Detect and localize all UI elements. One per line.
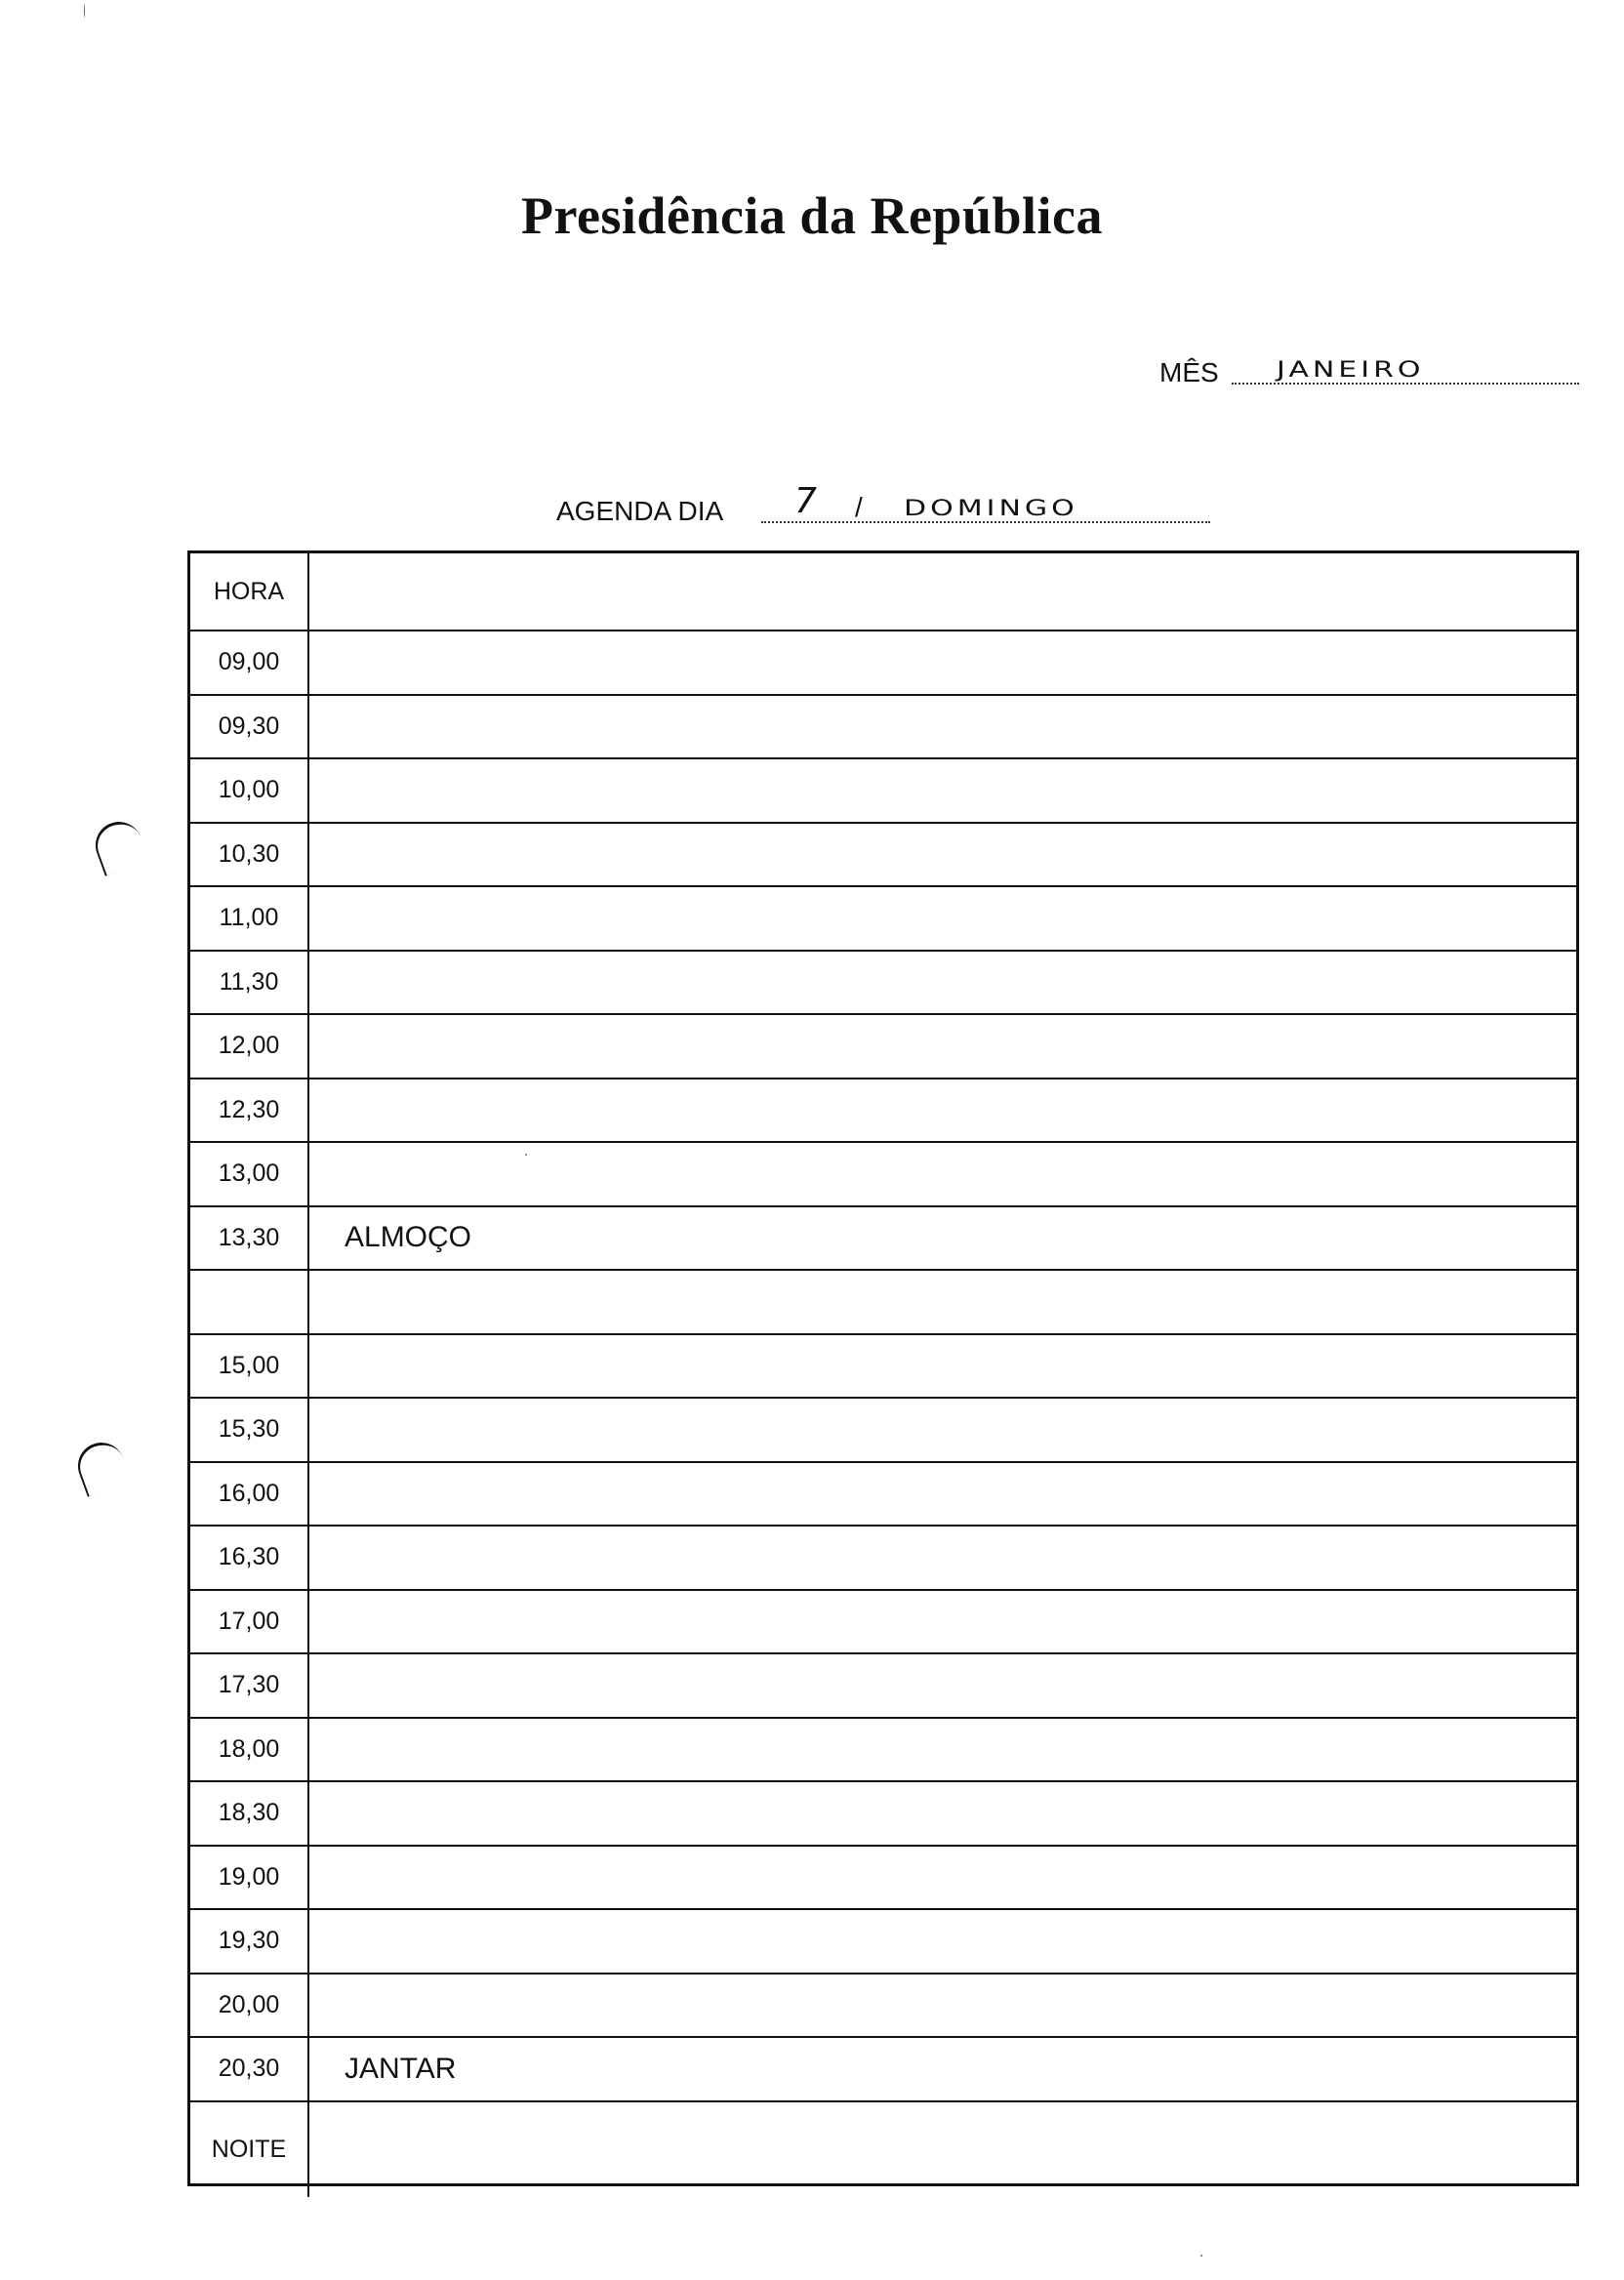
entry-cell [309,553,1576,630]
schedule-row [190,1015,1576,1079]
schedule-row [190,1782,1576,1847]
entry-cell [309,1143,1576,1205]
hour-cell: 11,00 [190,887,309,950]
schedule-row [190,1847,1576,1911]
scan-speck [1200,2255,1202,2257]
schedule-row [190,1654,1576,1719]
hour-cell: 19,00 [190,1847,309,1909]
entry-cell [309,1719,1576,1781]
hour-cell: 20,00 [190,1975,309,2037]
schedule-row [190,1335,1576,1400]
entry-cell [309,952,1576,1014]
hour-cell: 18,00 [190,1719,309,1781]
schedule-row [190,887,1576,952]
schedule-row [190,952,1576,1016]
schedule-row [190,1591,1576,1655]
hour-cell: 17,30 [190,1654,309,1717]
page-title: Presidência da República [520,186,1104,245]
schedule-row [190,1399,1576,1463]
hour-cell [190,1271,309,1333]
agenda-weekday: DOMINGO [904,495,1078,521]
month-field [1159,347,1579,394]
agenda-day-number: 7 [794,481,817,521]
entry-cell: JANTAR [345,2052,457,2085]
schedule-row [190,1910,1576,1975]
schedule-row [190,1207,1576,1272]
entry-cell [309,1910,1576,1973]
hour-cell: 16,30 [190,1527,309,1589]
schedule-row [190,2102,1576,2197]
entry-cell [309,1591,1576,1653]
hour-cell: 12,30 [190,1079,309,1142]
hour-cell: 11,30 [190,952,309,1014]
hour-cell: 15,00 [190,1335,309,1398]
entry-cell [309,631,1576,694]
entry-cell: ALMOÇO [345,1221,472,1254]
schedule-row [190,1719,1576,1783]
entry-cell [309,1527,1576,1589]
hour-cell: 17,00 [190,1591,309,1653]
entry-cell [309,1399,1576,1461]
schedule-table [187,550,1579,2186]
hour-cell: 15,30 [190,1399,309,1461]
scan-speck [525,1154,527,1156]
entry-cell [309,1079,1576,1142]
hour-cell: 13,00 [190,1143,309,1205]
entry-cell [309,2102,1576,2197]
entry-cell [309,759,1576,822]
schedule-row [190,631,1576,696]
entry-cell [309,1335,1576,1398]
schedule-header-row [190,553,1576,631]
agenda-underline [761,521,1210,523]
agenda-label: AGENDA DIA [556,496,724,526]
schedule-row [190,1079,1576,1144]
agenda-day-field [556,481,1210,533]
entry-cell [309,1975,1576,2037]
agenda-separator: / [855,492,863,522]
hour-cell: 19,30 [190,1910,309,1973]
schedule-row [190,1271,1576,1335]
entry-cell [309,1847,1576,1909]
scan-speck [84,4,85,18]
entry-cell [309,1782,1576,1845]
schedule-row [190,824,1576,888]
schedule-row [190,759,1576,824]
punch-hole-mark [89,815,149,875]
hour-cell: NOITE [190,2102,309,2197]
hour-cell: 10,00 [190,759,309,822]
schedule-row [190,696,1576,760]
month-label: MÊS [1159,357,1219,387]
entry-cell [309,1463,1576,1526]
entry-cell [309,1654,1576,1717]
schedule-row [190,1527,1576,1591]
entry-cell [309,696,1576,758]
schedule-row [190,2038,1576,2102]
entry-cell [309,824,1576,886]
hour-cell: 20,30 [190,2038,309,2100]
schedule-row [190,1463,1576,1527]
hour-cell: 10,30 [190,824,309,886]
schedule-row [190,1143,1576,1207]
hour-cell: 09,30 [190,696,309,758]
month-underline [1232,383,1579,385]
entry-cell [309,1271,1576,1333]
hour-cell: 13,30 [190,1207,309,1270]
hour-cell: 09,00 [190,631,309,694]
schedule-row [190,1975,1576,2039]
entry-cell [309,887,1576,950]
hour-cell: 16,00 [190,1463,309,1526]
hour-column-header: HORA [190,553,309,630]
hour-cell: 18,30 [190,1782,309,1845]
punch-hole-mark [71,1436,132,1496]
month-value: JANEIRO [1277,356,1425,383]
entry-cell [309,1015,1576,1078]
hour-cell: 12,00 [190,1015,309,1078]
